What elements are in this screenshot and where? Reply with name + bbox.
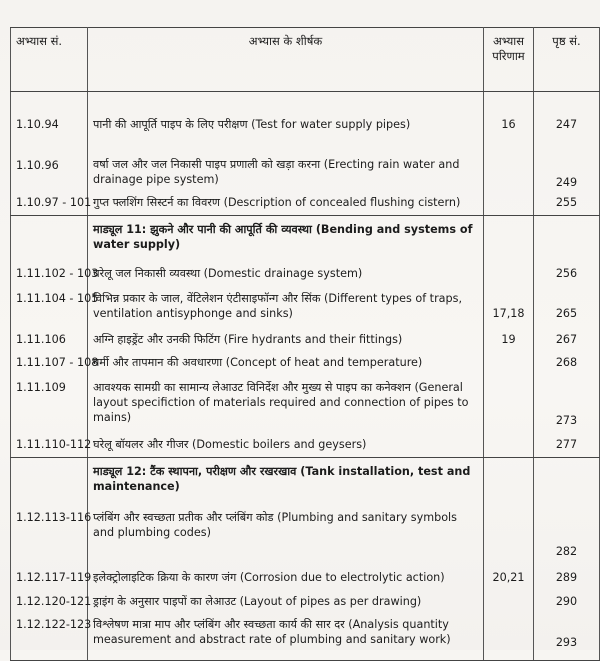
table-row: [11, 325, 600, 351]
table-row: [11, 132, 600, 190]
exercise-result: [484, 498, 534, 563]
exercise-page: 289: [534, 563, 600, 589]
exercise-page: 247: [534, 92, 600, 132]
exercise-title: घरेलू जल निकासी व्यवस्था (Domestic drainage system): [88, 256, 484, 285]
module-number: [11, 216, 88, 256]
exercise-number: 1.10.94: [11, 92, 88, 132]
module-result: [484, 216, 534, 256]
exercise-result: [484, 256, 534, 285]
module-page: [534, 216, 600, 256]
module-number: [11, 458, 88, 498]
exercise-number: 1.12.113-116: [11, 498, 88, 563]
table-row: [11, 92, 600, 132]
exercise-number: 1.12.122-123: [11, 613, 88, 661]
exercise-result: [484, 374, 534, 434]
exercise-number: 1.11.104 - 105: [11, 285, 88, 325]
exercise-result: [484, 613, 534, 661]
exercise-title: वर्षा जल और जल निकासी पाइप प्रणाली को खड़ा करना (Erecting rain water and drainage pipe system): [88, 132, 484, 190]
exercise-page: 273: [534, 374, 600, 434]
exercise-result: 20,21: [484, 563, 534, 589]
exercise-title: विभिन्न प्रकार के जाल, वेंटिलेशन एंटीसाइफॉन्ग और सिंक (Different types of traps, ventilation antisyphonge and sinks): [88, 285, 484, 325]
exercise-number: 1.11.106: [11, 325, 88, 351]
table-body: [11, 92, 600, 661]
exercise-number: 1.11.110-112: [11, 434, 88, 458]
contents-table: [10, 27, 600, 661]
exercise-title: इलेक्ट्रोलाइटिक क्रिया के कारण जंग (Corrosion due to electrolytic action): [88, 563, 484, 589]
header-page: पृष्ठ सं.: [534, 28, 600, 92]
table-header: [11, 28, 600, 92]
exercise-page: 265: [534, 285, 600, 325]
exercise-title: ड्राइंग के अनुसार पाइपों का लेआउट (Layout of pipes as per drawing): [88, 589, 484, 613]
exercise-title: गर्मी और तापमान की अवधारणा (Concept of heat and temperature): [88, 351, 484, 374]
table-row: [11, 563, 600, 589]
exercise-title: विश्लेषण मात्रा माप और प्लंबिंग और स्वच्छता कार्य की सार दर (Analysis quantity measurement and abstract rate of plumbing and sanitary work): [88, 613, 484, 661]
exercise-title: पानी की आपूर्ति पाइप के लिए परीक्षण (Test for water supply pipes): [88, 92, 484, 132]
exercise-title: गुप्त फ्लशिंग सिस्टर्न का विवरण (Description of concealed flushing cistern): [88, 190, 484, 216]
exercise-page: 282: [534, 498, 600, 563]
table-row: [11, 434, 600, 458]
exercise-number: 1.10.96: [11, 132, 88, 190]
exercise-result: [484, 434, 534, 458]
exercise-result: [484, 351, 534, 374]
exercise-result: 19: [484, 325, 534, 351]
exercise-result: 17,18: [484, 285, 534, 325]
exercise-result: 16: [484, 92, 534, 132]
module-heading-row: [11, 458, 600, 498]
exercise-title: प्लंबिंग और स्वच्छता प्रतीक और प्लंबिंग कोड (Plumbing and sanitary symbols and plumbing codes): [88, 498, 484, 563]
exercise-result: [484, 589, 534, 613]
header-number: अभ्यास सं.: [11, 28, 88, 92]
exercise-title: घरेलू बॉयलर और गीजर (Domestic boilers and geysers): [88, 434, 484, 458]
exercise-page: 277: [534, 434, 600, 458]
exercise-page: 290: [534, 589, 600, 613]
module-page: [534, 458, 600, 498]
table-row: [11, 613, 600, 661]
table-row: [11, 190, 600, 216]
exercise-result: [484, 190, 534, 216]
exercise-number: 1.11.107 - 108: [11, 351, 88, 374]
exercise-page: 256: [534, 256, 600, 285]
module-heading-row: [11, 216, 600, 256]
table-row: [11, 374, 600, 434]
header-result: अभ्यास परिणाम: [484, 28, 534, 92]
module-title: माड्यूल 12: टैंक स्थापना, परीक्षण और रखरखाव (Tank installation, test and maintenance): [88, 458, 484, 498]
exercise-title: आवश्यक सामग्री का सामान्य लेआउट विनिर्देश और मुख्य से पाइप का कनेक्शन (General layout specifiction of materials required and connection of pipes to mains): [88, 374, 484, 434]
exercise-number: 1.11.109: [11, 374, 88, 434]
exercise-number: 1.10.97 - 101: [11, 190, 88, 216]
module-title: माड्यूल 11: झुकने और पानी की आपूर्ति की व्यवस्था (Bending and systems of water supply): [88, 216, 484, 256]
exercise-title: अग्नि हाइड्रेंट और उनकी फिटिंग (Fire hydrants and their fittings): [88, 325, 484, 351]
exercise-page: 267: [534, 325, 600, 351]
exercise-number: 1.12.120-121: [11, 589, 88, 613]
table-row: [11, 351, 600, 374]
table-row: [11, 285, 600, 325]
exercise-page: 293: [534, 613, 600, 661]
header-title: अभ्यास के शीर्षक: [88, 28, 484, 92]
table-row: [11, 256, 600, 285]
module-result: [484, 458, 534, 498]
table-row: [11, 498, 600, 563]
exercise-page: 249: [534, 132, 600, 190]
exercise-page: 255: [534, 190, 600, 216]
exercise-result: [484, 132, 534, 190]
table-row: [11, 589, 600, 613]
exercise-number: 1.12.117-119: [11, 563, 88, 589]
exercise-page: 268: [534, 351, 600, 374]
exercise-number: 1.11.102 - 103: [11, 256, 88, 285]
